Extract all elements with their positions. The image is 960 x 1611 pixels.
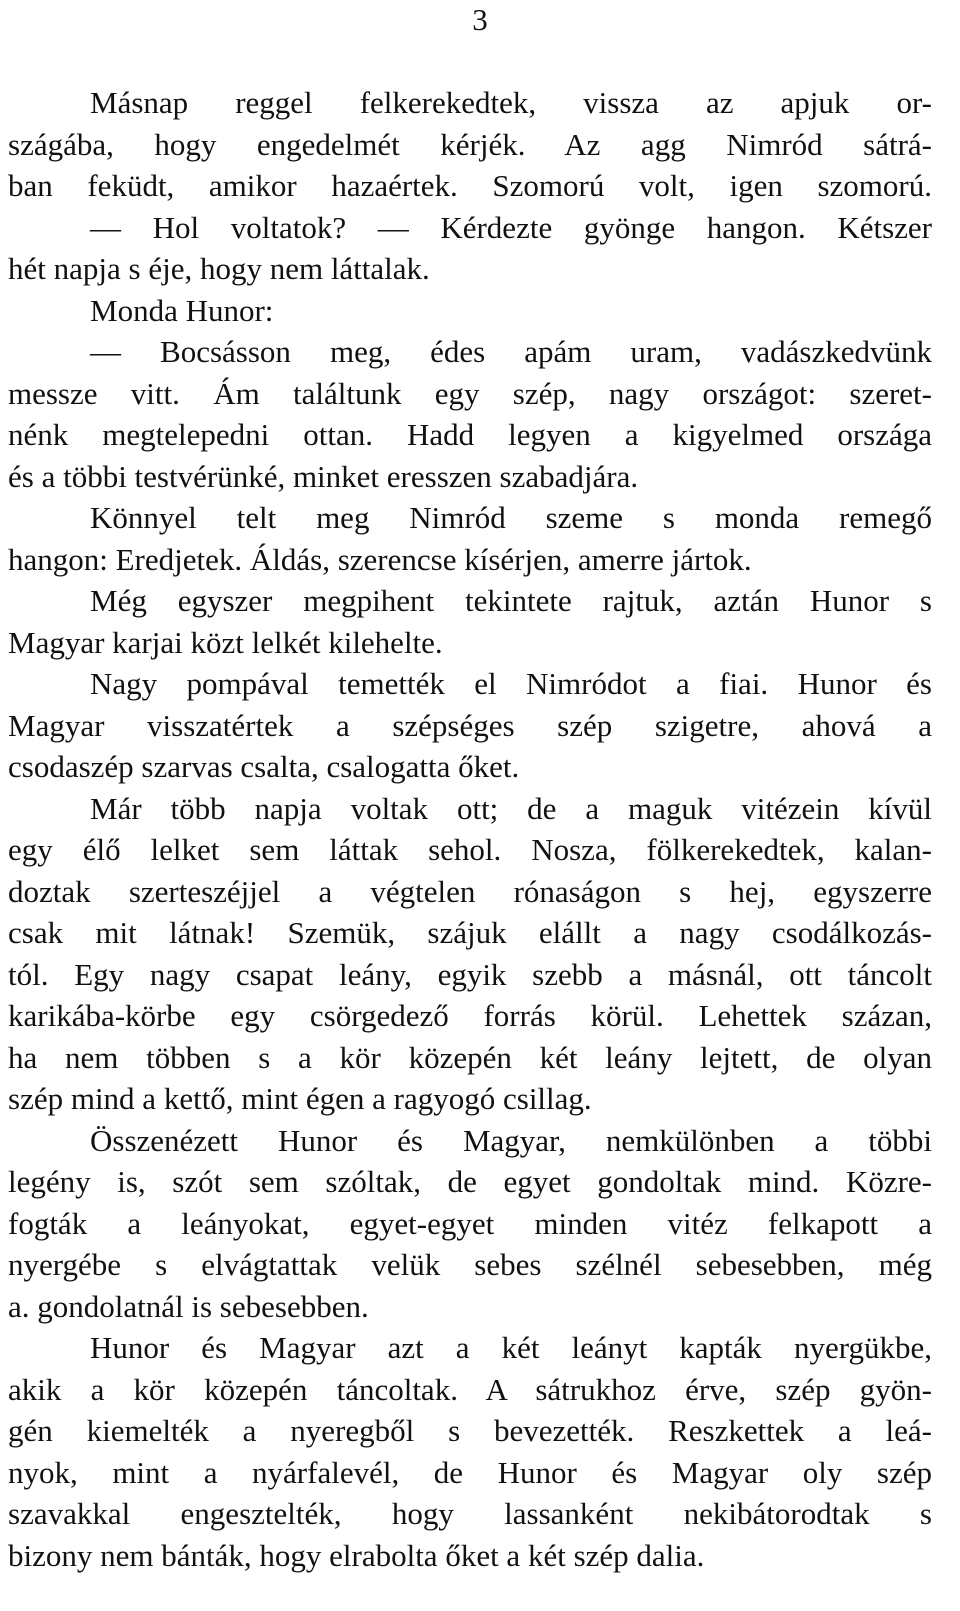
- text-line: fogták a leányokat, egyet-egyet minden vitéz felkapott a: [8, 1205, 932, 1241]
- text-line: bizony nem bánták, hogy elrabolta őket a két szép dalia.: [8, 1537, 705, 1573]
- text-line: akik a kör közepén táncoltak. A sátrukhoz érve, szép gyön-: [8, 1371, 932, 1407]
- text-line: hét napja s éje, hogy nem láttalak.: [8, 251, 430, 286]
- text-line: ban feküdt, amikor hazaértek. Szomorú volt, igen szomorú.: [8, 168, 932, 203]
- text-line: gén kiemelték a nyeregből s bevezették. Reszkettek a leá-: [8, 1413, 932, 1448]
- text-line: nyergébe s elvágtattak velük sebes szélnél sebesebben, még: [8, 1247, 932, 1282]
- text-line: legény is, szót sem szóltak, de egyet gondoltak mind. Közre-: [8, 1164, 932, 1199]
- text-line: Nagy pompával temették el Nimródot a fiai. Hunor és: [90, 666, 932, 701]
- text-line: — Bocsásson meg, édes apám uram, vadászkedvünk: [90, 334, 932, 369]
- text-line: ha nem többen s a kör közepén két leány lejtett, de olyan: [8, 1039, 932, 1075]
- text-line: tól. Egy nagy csapat leány, egyik szebb a másnál, ott táncolt: [8, 956, 932, 992]
- text-line: karikába-körbe egy csörgedező forrás körül. Lehettek százan,: [8, 998, 932, 1033]
- page-number: 3: [472, 2, 488, 37]
- text-line: messze vitt. Ám találtunk egy szép, nagy országot: szeret-: [8, 375, 932, 411]
- text-line: Magyar karjai közt lelkét kilehelte.: [8, 624, 443, 660]
- text-line: Monda Hunor:: [90, 292, 274, 328]
- text-line: Magyar visszatértek a szépséges szép szigetre, ahová a: [8, 707, 932, 743]
- text-line: csak mit látnak! Szemük, szájuk elállt a nagy csodálkozás-: [8, 915, 932, 950]
- text-line: egy élő lelket sem láttak sehol. Nosza, fölkerekedtek, kalan-: [8, 832, 932, 867]
- text-body: [8, 82, 932, 1576]
- text-line: nénk megtelepedni ottan. Hadd legyen a kigyelmed országa: [8, 417, 932, 452]
- text-line: Még egyszer megpihent tekintete rajtuk, aztán Hunor s: [90, 583, 932, 618]
- text-line: és a többi testvérünké, minket eresszen szabadjára.: [8, 458, 639, 494]
- text-line: szép mind a kettő, mint égen a ragyogó csillag.: [8, 1081, 592, 1116]
- text-line: szavakkal engesztelték, hogy lassanként nekibátorodtak s: [8, 1496, 932, 1531]
- text-line: nyok, mint a nyárfalevél, de Hunor és Magyar oly szép: [8, 1454, 932, 1490]
- text-line: Másnap reggel felkerekedtek, vissza az apjuk or-: [90, 85, 932, 120]
- text-line: doztak szerteszéjjel a végtelen rónaságon s hej, egyszerre: [8, 873, 932, 909]
- text-line: szágába, hogy engedelmét kérjék. Az agg Nimród sátrá-: [8, 126, 932, 162]
- text-line: Már több napja voltak ott; de a maguk vitézein kívül: [90, 790, 932, 826]
- text-line: csodaszép szarvas csalta, csalogatta őket.: [8, 749, 520, 784]
- text-line: — Hol voltatok? — Kérdezte gyönge hangon. Kétszer: [90, 209, 932, 245]
- text-line: hangon: Eredjetek. Áldás, szerencse kísérjen, amerre jártok.: [8, 541, 752, 577]
- text-line: a. gondolatnál is sebesebben.: [8, 1288, 369, 1324]
- text-line: Összenézett Hunor és Magyar, nemkülönben a többi: [90, 1122, 932, 1158]
- text-line: Könnyel telt meg Nimród szeme s monda remegő: [90, 500, 932, 535]
- text-line: Hunor és Magyar azt a két leányt kapták nyergükbe,: [90, 1330, 932, 1365]
